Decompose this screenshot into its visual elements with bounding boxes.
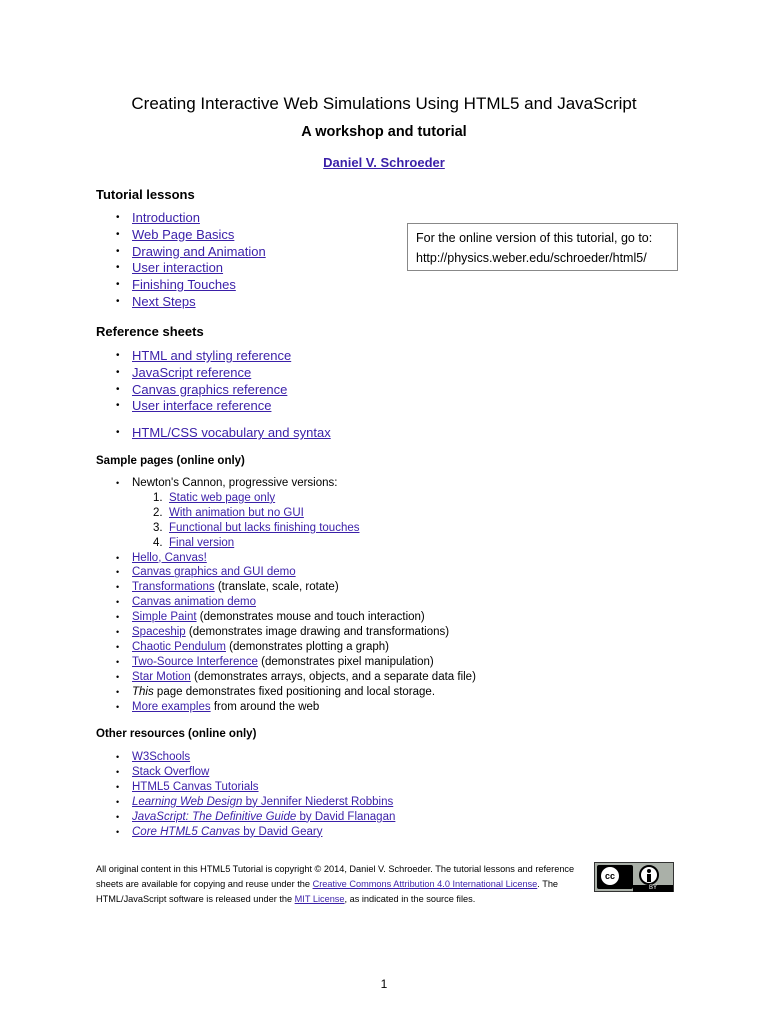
document-subtitle: A workshop and tutorial bbox=[301, 124, 467, 140]
newton-version-link[interactable]: Static web page only bbox=[169, 491, 276, 504]
lesson-link-drawing-animation[interactable]: Drawing and Animation bbox=[132, 243, 266, 259]
more-examples-link[interactable]: More examples bbox=[132, 700, 211, 713]
list-item bbox=[116, 825, 395, 840]
tutorial-lessons-list bbox=[116, 210, 266, 311]
this-page-em: This bbox=[132, 685, 154, 698]
footer-text-2: . The HTML/JavaScript software is released under the bbox=[96, 879, 559, 904]
list-item bbox=[116, 765, 395, 780]
reference-extra-list bbox=[116, 425, 331, 442]
sample-desc: (demonstrates mouse and touch interaction) bbox=[196, 611, 425, 624]
resource-link-js-definitive-guide[interactable]: JavaScript: The Definitive Guide bbox=[132, 810, 297, 823]
list-item bbox=[116, 580, 476, 595]
this-page-desc: page demonstrates fixed positioning and local storage. bbox=[153, 685, 436, 698]
copyright-footer bbox=[96, 862, 586, 907]
newton-intro-text: Newton's Cannon, progressive versions: bbox=[132, 477, 338, 489]
resource-link-learning-web-design[interactable]: Learning Web Design bbox=[132, 795, 243, 808]
list-item bbox=[116, 795, 395, 810]
attribution-person-icon bbox=[639, 865, 659, 885]
page-number: 1 bbox=[380, 977, 388, 991]
sample-link[interactable]: Chaotic Pendulum bbox=[132, 640, 226, 653]
list-item bbox=[116, 476, 476, 551]
list-item bbox=[116, 625, 476, 640]
ref-link-vocabulary-syntax[interactable]: HTML/CSS vocabulary and syntax bbox=[132, 425, 331, 440]
cc-license-link[interactable]: Creative Commons Attribution 4.0 International License bbox=[312, 879, 538, 889]
resource-author[interactable]: by David Geary bbox=[240, 825, 323, 838]
by-label: BY bbox=[633, 885, 673, 892]
list-item bbox=[116, 260, 266, 277]
list-item bbox=[116, 348, 291, 365]
version-number: 3. bbox=[153, 521, 163, 534]
reference-sheets-heading: Reference sheets bbox=[96, 324, 204, 339]
list-item bbox=[116, 655, 476, 670]
other-resources-list bbox=[116, 750, 395, 839]
list-item bbox=[116, 227, 266, 244]
document-title: Creating Interactive Web Simulations Using HTML5 and JavaScript bbox=[131, 94, 637, 113]
list-item bbox=[153, 521, 476, 536]
ref-link-javascript[interactable]: JavaScript reference bbox=[132, 364, 252, 380]
list-item bbox=[116, 398, 291, 415]
list-item bbox=[116, 595, 476, 610]
list-item bbox=[116, 382, 291, 399]
list-item bbox=[153, 491, 476, 506]
list-item bbox=[116, 425, 331, 442]
list-item bbox=[116, 700, 476, 715]
sample-link[interactable]: Two-Source Interference bbox=[132, 655, 258, 668]
sample-link[interactable]: Canvas animation demo bbox=[132, 596, 257, 609]
list-item bbox=[116, 670, 476, 685]
sample-link[interactable]: Simple Paint bbox=[132, 611, 197, 624]
newton-versions-list bbox=[132, 491, 476, 551]
sample-link[interactable]: Canvas graphics and GUI demo bbox=[132, 566, 296, 579]
more-examples-desc: from around the web bbox=[210, 700, 320, 713]
newton-version-link[interactable]: With animation but no GUI bbox=[169, 506, 304, 519]
sample-desc: (translate, scale, rotate) bbox=[214, 581, 339, 594]
ref-link-canvas-graphics[interactable]: Canvas graphics reference bbox=[132, 381, 288, 397]
author bbox=[0, 155, 768, 170]
list-item bbox=[116, 244, 266, 261]
list-item bbox=[116, 565, 476, 580]
newton-version-link[interactable]: Functional but lacks finishing touches bbox=[169, 521, 360, 534]
newton-version-link[interactable]: Final version bbox=[169, 536, 235, 549]
footer-text-3: , as indicated in the source files. bbox=[344, 894, 476, 904]
sample-link[interactable]: Transformations bbox=[132, 581, 215, 594]
sample-desc: (demonstrates image drawing and transformations) bbox=[185, 626, 450, 639]
list-item bbox=[116, 277, 266, 294]
sample-link[interactable]: Star Motion bbox=[132, 670, 191, 683]
list-item bbox=[116, 810, 395, 825]
sample-pages-list bbox=[116, 476, 476, 715]
sample-desc: (demonstrates arrays, objects, and a separate data file) bbox=[190, 670, 476, 683]
resource-link-canvas-tutorials[interactable]: HTML5 Canvas Tutorials bbox=[132, 780, 259, 793]
online-box-line1: For the online version of this tutorial, go to: bbox=[416, 231, 653, 245]
other-resources-heading: Other resources (online only) bbox=[96, 728, 257, 740]
version-number: 2. bbox=[153, 506, 163, 519]
lesson-link-user-interaction[interactable]: User interaction bbox=[132, 260, 224, 276]
list-item bbox=[116, 610, 476, 625]
sample-pages-heading: Sample pages (online only) bbox=[96, 455, 245, 467]
online-version-box bbox=[407, 223, 678, 271]
author-link[interactable]: Daniel V. Schroeder bbox=[323, 155, 445, 170]
resource-link-w3schools[interactable]: W3Schools bbox=[132, 751, 191, 763]
mit-license-link[interactable]: MIT License bbox=[294, 894, 345, 904]
resource-link-stack-overflow[interactable]: Stack Overflow bbox=[132, 765, 210, 778]
version-number: 4. bbox=[153, 536, 163, 549]
lesson-link-web-page-basics[interactable]: Web Page Basics bbox=[132, 226, 235, 242]
list-item bbox=[116, 780, 395, 795]
sample-link[interactable]: Spaceship bbox=[132, 626, 186, 639]
lesson-link-introduction[interactable]: Introduction bbox=[132, 210, 200, 225]
sample-desc: (demonstrates plotting a graph) bbox=[225, 640, 389, 653]
resource-author[interactable]: by David Flanagan bbox=[296, 810, 396, 823]
list-item bbox=[153, 506, 476, 521]
list-item bbox=[116, 365, 291, 382]
resource-link-core-html5-canvas[interactable]: Core HTML5 Canvas bbox=[132, 825, 241, 838]
online-box-url: http://physics.weber.edu/schroeder/html5/ bbox=[416, 251, 647, 265]
cc-icon: cc bbox=[599, 865, 621, 887]
footer-text-1: All original content in this HTML5 Tutorial is copyright © 2014, Daniel V. Schroeder. The tutorial lessons and reference sheets are available for copying and reuse under the bbox=[96, 864, 575, 889]
list-item bbox=[116, 294, 266, 311]
tutorial-lessons-heading: Tutorial lessons bbox=[96, 187, 195, 202]
reference-sheets-list bbox=[116, 348, 291, 415]
lesson-link-next-steps[interactable]: Next Steps bbox=[132, 293, 196, 309]
list-item bbox=[116, 210, 266, 227]
list-item bbox=[116, 640, 476, 655]
cc-by-badge-icon[interactable] bbox=[594, 862, 674, 892]
resource-author[interactable]: by Jennifer Niederst Robbins bbox=[242, 795, 394, 808]
sample-link[interactable]: Hello, Canvas! bbox=[132, 551, 207, 564]
list-item bbox=[116, 551, 476, 566]
list-item bbox=[153, 536, 476, 551]
list-item bbox=[116, 685, 476, 700]
version-number: 1. bbox=[153, 491, 163, 504]
sample-desc: (demonstrates pixel manipulation) bbox=[257, 655, 434, 668]
lesson-link-finishing-touches[interactable]: Finishing Touches bbox=[132, 277, 236, 293]
ref-link-user-interface[interactable]: User interface reference bbox=[132, 398, 272, 414]
ref-link-html-styling[interactable]: HTML and styling reference bbox=[132, 348, 292, 363]
list-item bbox=[116, 750, 395, 765]
